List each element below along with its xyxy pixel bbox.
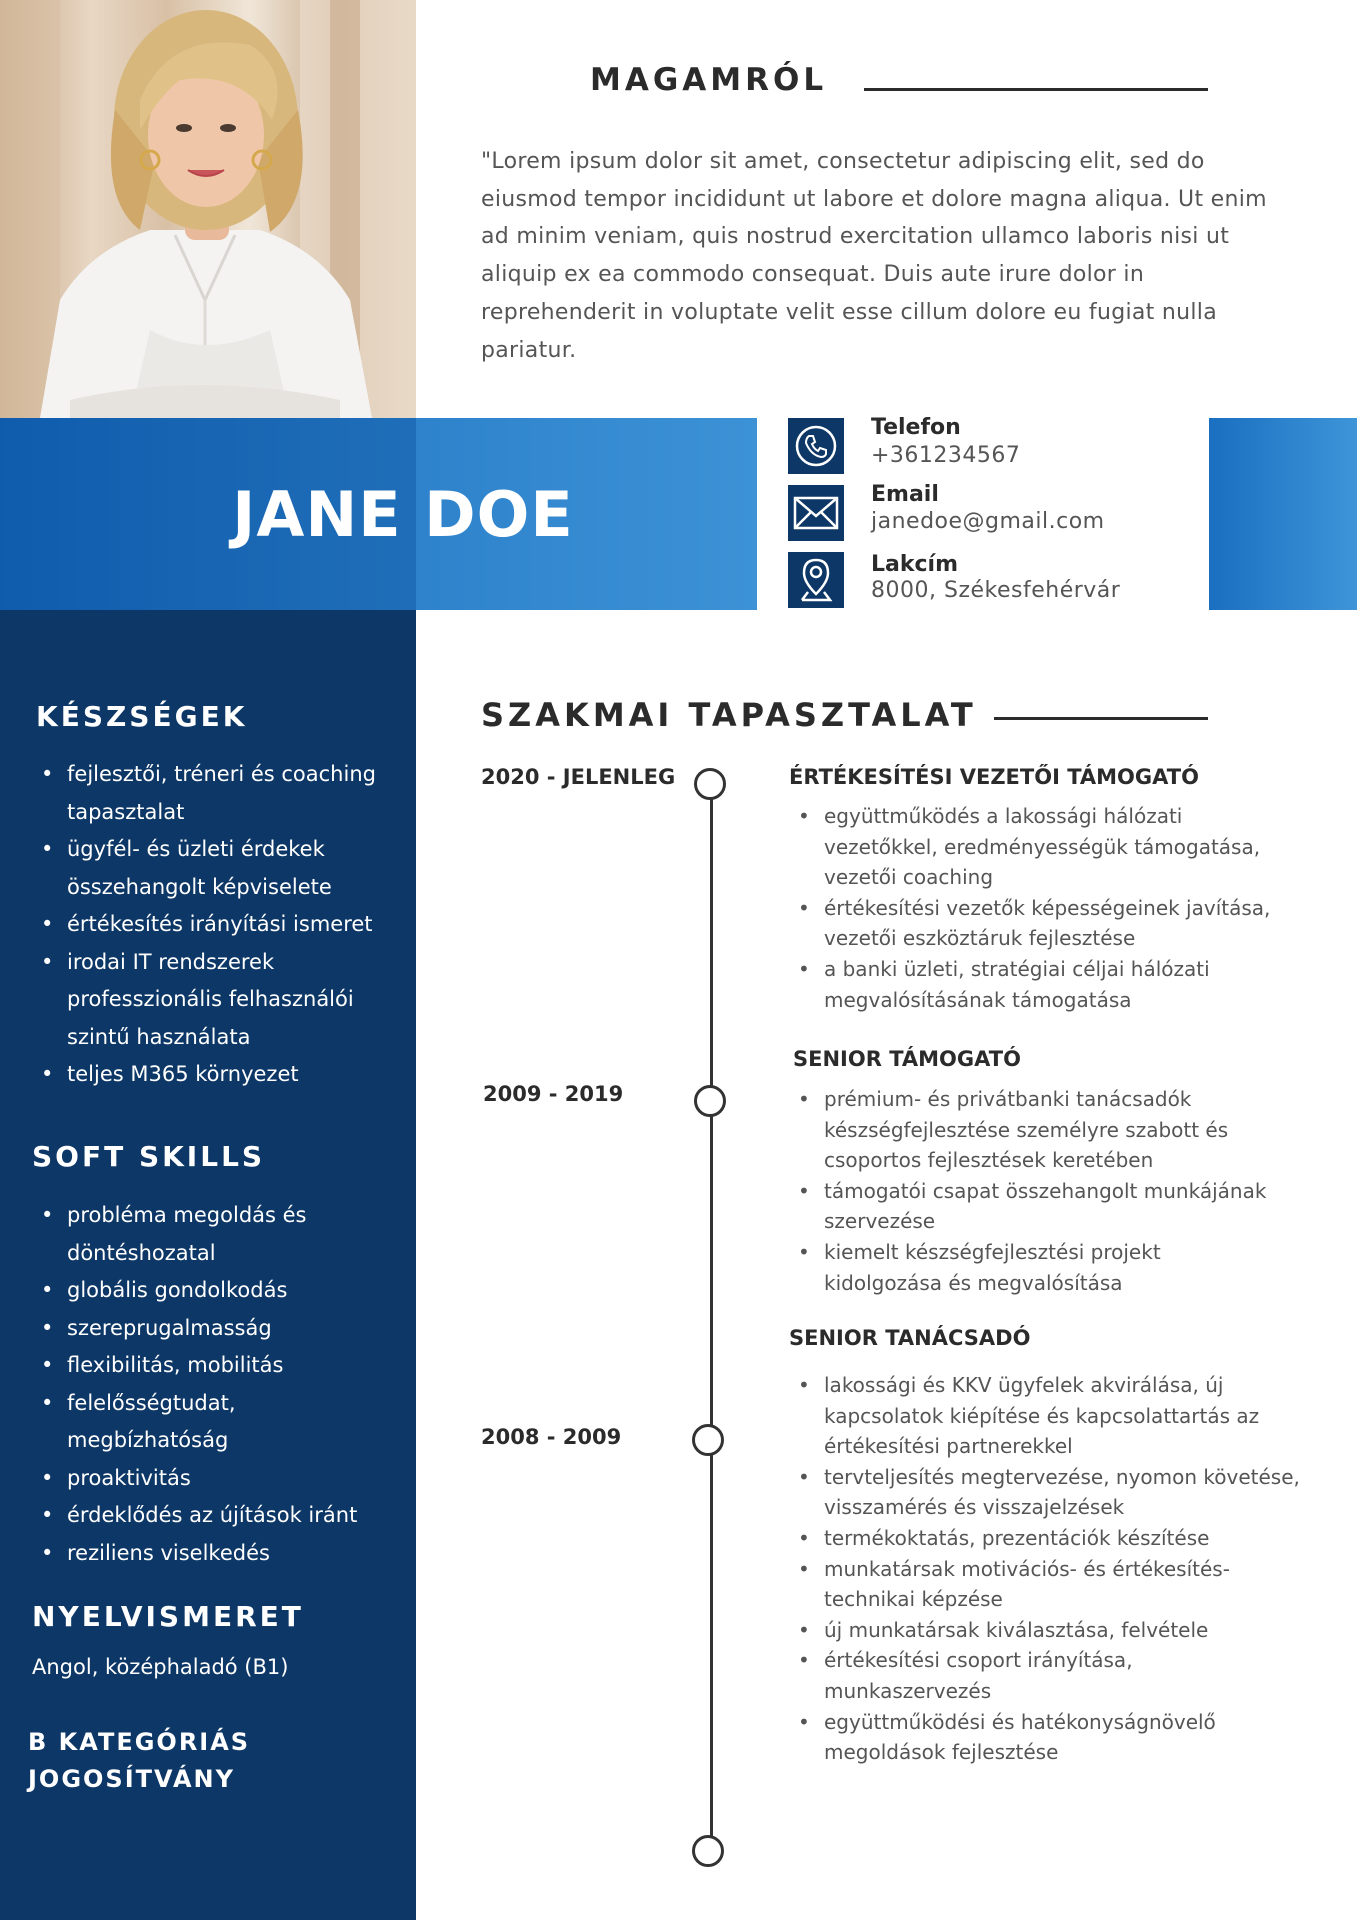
phone-icon	[788, 418, 844, 474]
list-item: • globális gondolkodás	[33, 1272, 393, 1310]
license-line-1: B KATEGÓRIÁS	[28, 1728, 251, 1756]
soft-skills-list	[33, 1197, 393, 1572]
job-duties-list	[790, 801, 1300, 1015]
skills-list	[33, 756, 408, 1094]
list-item: • kiemelt készségfejlesztési projekt kidolgozása és megvalósítása	[790, 1237, 1280, 1298]
list-item: • reziliens viselkedés	[33, 1535, 393, 1573]
timeline-node	[692, 1424, 724, 1456]
license-heading	[28, 1724, 250, 1798]
job-period: 2020 - JELENLEG	[481, 765, 676, 789]
list-item: • flexibilitás, mobilitás	[33, 1347, 393, 1385]
job-duties-list	[790, 1084, 1280, 1298]
license-line-2: JOGOSÍTVÁNY	[28, 1765, 236, 1793]
about-heading: MAGAMRÓL	[590, 62, 828, 98]
job-title: SENIOR TÁMOGATÓ	[793, 1047, 1021, 1071]
contact-phone-label: Telefon	[871, 415, 961, 440]
languages-value: Angol, középhaladó (B1)	[32, 1655, 289, 1679]
contact-phone-value: +361234567	[871, 443, 1021, 468]
list-item: • lakossági és KKV ügyfelek akvirálása, új kapcsolatok kiépítése és kapcsolattartás az értékesítési partnerekkel	[790, 1370, 1300, 1462]
contact-address-value: 8000, Székesfehérvár	[871, 578, 1121, 603]
list-item: • felelősségtudat, megbízhatóság	[33, 1385, 393, 1460]
profile-photo	[0, 0, 416, 418]
contact-email-label: Email	[871, 482, 939, 507]
about-heading-rule	[864, 88, 1208, 91]
timeline-node	[694, 768, 726, 800]
contact-phone	[788, 418, 844, 474]
location-pin-icon	[788, 552, 844, 608]
job-title: SENIOR TANÁCSADÓ	[789, 1326, 1031, 1350]
list-item: • a banki üzleti, stratégiai céljai hálózati megvalósításának támogatása	[790, 954, 1300, 1015]
list-item: • értékesítés irányítási ismeret	[33, 906, 408, 944]
list-item: • támogatói csapat összehangolt munkájának szervezése	[790, 1176, 1280, 1237]
list-item: • értékesítési csoport irányítása, munkaszervezés	[790, 1645, 1300, 1706]
experience-heading-rule	[994, 717, 1208, 720]
list-item: • érdeklődés az újítások iránt	[33, 1497, 393, 1535]
list-item: • prémium- és privátbanki tanácsadók készségfejlesztése személyre szabott és csoportos fejlesztések keretében	[790, 1084, 1280, 1176]
contact-address	[788, 552, 844, 608]
list-item: • proaktivitás	[33, 1460, 393, 1498]
about-text: "Lorem ipsum dolor sit amet, consectetur adipiscing elit, sed do eiusmod tempor incididunt ut labore et dolore magna aliqua. Ut enim ad minim veniam, quis nostrud exercitation ullamco laboris nisi ut aliquip ex ea commodo consequat. Duis aute irure dolor in reprehenderit in voluptate velit esse cillum dolore eu fugiat nulla pariatur.	[481, 149, 1267, 363]
list-item: • munkatársak motivációs- és értékesítés-technikai képzése	[790, 1554, 1300, 1615]
list-item: • irodai IT rendszerek professzionális felhasználói szintű használata	[33, 944, 408, 1057]
list-item: • értékesítési vezetők képességeinek javítása, vezetői eszköztáruk fejlesztése	[790, 893, 1300, 954]
soft-skills-heading: SOFT SKILLS	[32, 1140, 266, 1173]
contact-address-label: Lakcím	[871, 552, 959, 577]
timeline-line	[710, 782, 713, 1850]
list-item: • együttműködés a lakossági hálózati vezetőkkel, eredményességük támogatása, vezetői coaching	[790, 801, 1300, 893]
list-item: • új munkatársak kiválasztása, felvétele	[790, 1615, 1300, 1646]
list-item: • együttműködési és hatékonyságnövelő megoldások fejlesztése	[790, 1707, 1300, 1768]
list-item: • teljes M365 környezet	[33, 1056, 408, 1094]
list-item: • fejlesztői, tréneri és coaching tapasztalat	[33, 756, 408, 831]
list-item: • szereprugalmasság	[33, 1310, 393, 1348]
job-duties-list	[790, 1370, 1300, 1768]
list-item: • probléma megoldás és döntéshozatal	[33, 1197, 393, 1272]
banner-accent	[1209, 418, 1357, 610]
contact-email	[788, 485, 844, 541]
envelope-icon	[788, 485, 844, 541]
timeline-node	[694, 1085, 726, 1117]
job-period: 2008 - 2009	[481, 1425, 622, 1449]
experience-heading: SZAKMAI TAPASZTALAT	[481, 696, 977, 734]
list-item: • ügyfél- és üzleti érdekek összehangolt képviselete	[33, 831, 408, 906]
contact-email-value: janedoe@gmail.com	[871, 509, 1105, 534]
skills-heading: KÉSZSÉGEK	[36, 700, 248, 733]
job-title: ÉRTÉKESÍTÉSI VEZETŐI TÁMOGATÓ	[789, 765, 1199, 789]
list-item: • termékoktatás, prezentációk készítése	[790, 1523, 1300, 1554]
full-name: JANE DOE	[232, 477, 574, 551]
job-period: 2009 - 2019	[483, 1082, 624, 1106]
list-item: • tervteljesítés megtervezése, nyomon követése, visszamérés és visszajelzések	[790, 1462, 1300, 1523]
languages-heading: NYELVISMERET	[32, 1600, 304, 1633]
timeline-node	[692, 1835, 724, 1867]
